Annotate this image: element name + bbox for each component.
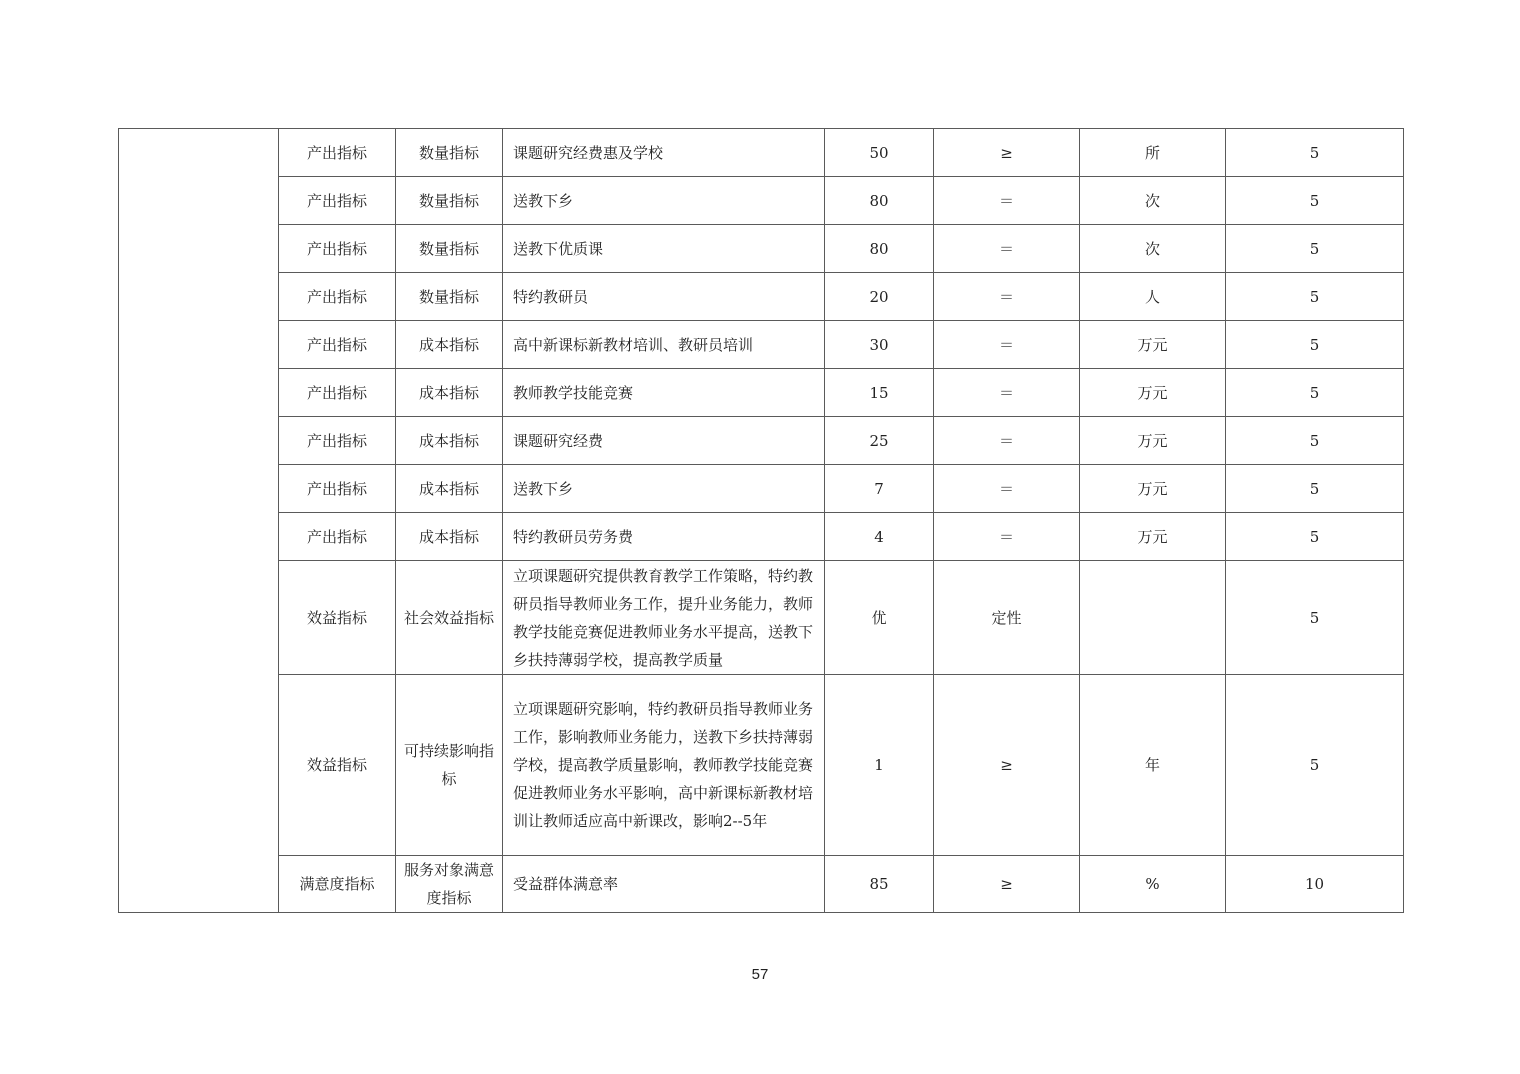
level2-indicator: 成本指标: [396, 321, 503, 369]
indicator-value: 30: [825, 321, 934, 369]
indicator-score: 5: [1226, 417, 1404, 465]
table-row: [119, 561, 1404, 675]
comparison-operator: ≥: [934, 675, 1080, 856]
level2-indicator: 数量指标: [396, 129, 503, 177]
comparison-operator: ＝: [934, 177, 1080, 225]
level2-indicator: 可持续影响指标: [396, 675, 503, 856]
table-row: [119, 129, 1404, 177]
comparison-operator: 定性: [934, 561, 1080, 675]
indicator-value: 25: [825, 417, 934, 465]
measurement-unit: 人: [1080, 273, 1226, 321]
level2-indicator: 数量指标: [396, 225, 503, 273]
indicator-score: 5: [1226, 225, 1404, 273]
level2-indicator: 数量指标: [396, 273, 503, 321]
level1-indicator: 产出指标: [279, 225, 396, 273]
indicator-content: 特约教研员劳务费: [503, 513, 825, 561]
indicator-content: 立项课题研究影响，特约教研员指导教师业务工作，影响教师业务能力，送教下乡扶持薄弱学校，提高教学质量影响，教师教学技能竞赛促进教师业务水平影响，高中新课标新教材培训让教师适应高中新课改，影响2--5年: [503, 675, 825, 856]
performance-indicator-table: [118, 128, 1404, 913]
comparison-operator: ＝: [934, 417, 1080, 465]
level1-indicator: 产出指标: [279, 369, 396, 417]
indicator-value: 50: [825, 129, 934, 177]
indicator-value: 7: [825, 465, 934, 513]
comparison-operator: ≥: [934, 129, 1080, 177]
indicator-value: 1: [825, 675, 934, 856]
measurement-unit: 次: [1080, 177, 1226, 225]
level2-indicator: 数量指标: [396, 177, 503, 225]
level1-indicator: 产出指标: [279, 465, 396, 513]
indicator-content: 送教下乡: [503, 177, 825, 225]
indicator-content: 高中新课标新教材培训、教研员培训: [503, 321, 825, 369]
measurement-unit: 所: [1080, 129, 1226, 177]
indicator-value: 20: [825, 273, 934, 321]
comparison-operator: ＝: [934, 225, 1080, 273]
table-row: [119, 856, 1404, 913]
comparison-operator: ＝: [934, 369, 1080, 417]
indicator-score: 5: [1226, 129, 1404, 177]
indicator-score: 5: [1226, 177, 1404, 225]
indicator-content: 立项课题研究提供教育教学工作策略，特约教研员指导教师业务工作，提升业务能力，教师教学技能竞赛促进教师业务水平提高，送教下乡扶持薄弱学校，提高教学质量: [503, 561, 825, 675]
level1-indicator: 产出指标: [279, 177, 396, 225]
measurement-unit: 年: [1080, 675, 1226, 856]
level1-indicator: 产出指标: [279, 129, 396, 177]
level1-indicator: 产出指标: [279, 513, 396, 561]
measurement-unit: 次: [1080, 225, 1226, 273]
indicator-score: 5: [1226, 675, 1404, 856]
table-row: [119, 177, 1404, 225]
level1-indicator: 效益指标: [279, 561, 396, 675]
level1-indicator: 产出指标: [279, 321, 396, 369]
level2-indicator: 成本指标: [396, 417, 503, 465]
measurement-unit: 万元: [1080, 321, 1226, 369]
measurement-unit: [1080, 561, 1226, 675]
indicator-content: 受益群体满意率: [503, 856, 825, 913]
measurement-unit: 万元: [1080, 369, 1226, 417]
indicator-score: 5: [1226, 513, 1404, 561]
comparison-operator: ＝: [934, 321, 1080, 369]
indicator-value: 80: [825, 177, 934, 225]
measurement-unit: 万元: [1080, 513, 1226, 561]
level2-indicator: 成本指标: [396, 513, 503, 561]
indicator-content: 送教下乡: [503, 465, 825, 513]
level2-indicator: 成本指标: [396, 369, 503, 417]
table-row: [119, 465, 1404, 513]
indicator-value: 优: [825, 561, 934, 675]
indicator-content: 教师教学技能竞赛: [503, 369, 825, 417]
level2-indicator: 成本指标: [396, 465, 503, 513]
indicator-content: 课题研究经费: [503, 417, 825, 465]
indicator-score: 5: [1226, 273, 1404, 321]
indicator-score: 5: [1226, 369, 1404, 417]
level1-indicator: 满意度指标: [279, 856, 396, 913]
comparison-operator: ＝: [934, 273, 1080, 321]
comparison-operator: ＝: [934, 513, 1080, 561]
indicator-score: 10: [1226, 856, 1404, 913]
level1-indicator: 效益指标: [279, 675, 396, 856]
indicator-score: 5: [1226, 561, 1404, 675]
merged-blank-cell: [119, 129, 279, 913]
indicator-score: 5: [1226, 465, 1404, 513]
table-row: [119, 225, 1404, 273]
measurement-unit: 万元: [1080, 465, 1226, 513]
indicator-content: 送教下优质课: [503, 225, 825, 273]
table-row: [119, 675, 1404, 856]
measurement-unit: 万元: [1080, 417, 1226, 465]
indicator-value: 15: [825, 369, 934, 417]
table-row: [119, 273, 1404, 321]
level1-indicator: 产出指标: [279, 273, 396, 321]
comparison-operator: ＝: [934, 465, 1080, 513]
table-row: [119, 369, 1404, 417]
indicator-content: 特约教研员: [503, 273, 825, 321]
level1-indicator: 产出指标: [279, 417, 396, 465]
table-row: [119, 513, 1404, 561]
table-row: [119, 417, 1404, 465]
comparison-operator: ≥: [934, 856, 1080, 913]
table-row: [119, 321, 1404, 369]
indicator-value: 85: [825, 856, 934, 913]
measurement-unit: %: [1080, 856, 1226, 913]
indicator-value: 4: [825, 513, 934, 561]
indicator-content: 课题研究经费惠及学校: [503, 129, 825, 177]
page-number: 57: [751, 966, 769, 983]
indicator-value: 80: [825, 225, 934, 273]
level2-indicator: 社会效益指标: [396, 561, 503, 675]
indicator-score: 5: [1226, 321, 1404, 369]
level2-indicator: 服务对象满意度指标: [396, 856, 503, 913]
